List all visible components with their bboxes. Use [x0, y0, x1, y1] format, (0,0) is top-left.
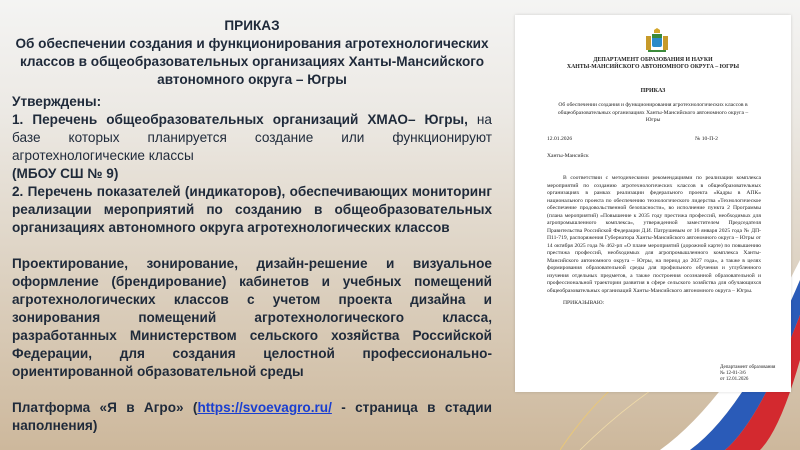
slide-text: [12, 17, 492, 435]
design-paragraph: Проектирование, зонирование, дизайн-решение и визуальное оформление (брендирование) кабинетов и учебных помещений агротехнологических классов с учетом проекта дизайна и зонирования помещений агротехнологического класса, разработанных Министерством сельского хозяйства Российской Федерации, для создания целостной профессионально-ориентированной образовательной среды: [12, 256, 492, 379]
platform-link[interactable]: https://svoevagro.ru/: [197, 400, 332, 415]
order-subtitle: Об обеспечении создания и функционирования агротехнологических классов в общеобразовательных организациях Ханты-Мансийского автономного округа – Югры: [15, 36, 489, 87]
order-heading: ПРИКАЗ: [224, 18, 280, 33]
platform-paragraph: Платформа «Я в Агро» (https://svoevagro.ru/ - страница в стадии наполнения): [12, 400, 492, 433]
doc-department: ДЕПАРТАМЕНТ ОБРАЗОВАНИЯ И НАУКИ ХАНТЫ-МАНСИЙСКОГО АВТОНОМНОГО ОКРУГА – ЮГРЫ: [566, 57, 740, 70]
doc-date: 12.01.2026: [547, 136, 573, 142]
doc-order-word: ПРИКАЗЫВАЮ:: [563, 300, 605, 306]
coat-of-arms-icon: [643, 27, 671, 55]
doc-city: Ханты-Мансийск: [547, 153, 589, 159]
order-document: [515, 15, 791, 392]
doc-title: Об обеспечении создания и функционирования агротехнологических классов в общеобразовательных организациях Ханты-Мансийского автономного округа – Югры: [557, 102, 749, 123]
doc-registration-stamp: Департамент образования № 12-01-3/6 от 12.01.2026: [720, 365, 776, 382]
approved-label: Утверждены:: [12, 94, 102, 109]
doc-body: В соответствии с методическими рекомендациями по реализации комплекса мероприятий по созданию агротехнологических классов в общеобразовательных организациях в рамках реализации федерального проекта «Кадры в АПК» национального проекта по обеспечению технологического лидерства «Технологическое обеспечение продовольственной безопасности», во исполнение пункта 2 Программы (плана мероприятий) «Повышение к 2035 году престижа профессий, необходимых для агропромышленного комплекса», утвержденной заместителем Председателя Правительства Российской Федерации Д.И. Патрушевым от 16 января 2025 года № ДП-П11-719, распоряжения Губернатора Ханты-Мансийского автономного округа – Югры от 14 октября 2025 года № 462-рп «О плане мероприятий (дорожной карте) по повышению престижа профессий, необходимых для агропромышленного комплекса Ханты-Мансийского автономного округа – Югры, на период до 2027 года», а также в целях формирования образовательной среды для профильного обучения и углубленного изучения отдельных предметов, а также построения осознанной образовательной и профессиональной траектории развития в сфере сельского хозяйства для обучающихся общеобразовательных организаций Ханты-Мансийского автономного округа – Югры.: [547, 175, 761, 294]
doc-number: № 10-П-2: [695, 136, 718, 142]
item-2: 2. Перечень показателей (индикаторов), обеспечивающих мониторинг реализации мероприятий по созданию в общеобразовательных организациях автономного округа агротехнологических классов: [12, 184, 492, 235]
item-1-school: (МБОУ СШ № 9): [12, 166, 119, 181]
item-1: 1. Перечень общеобразовательных организаций ХМАО– Югры, на базе которых планируется создание или функционируют агротехнологические классы: [12, 112, 492, 163]
doc-heading: ПРИКАЗ: [640, 88, 666, 94]
